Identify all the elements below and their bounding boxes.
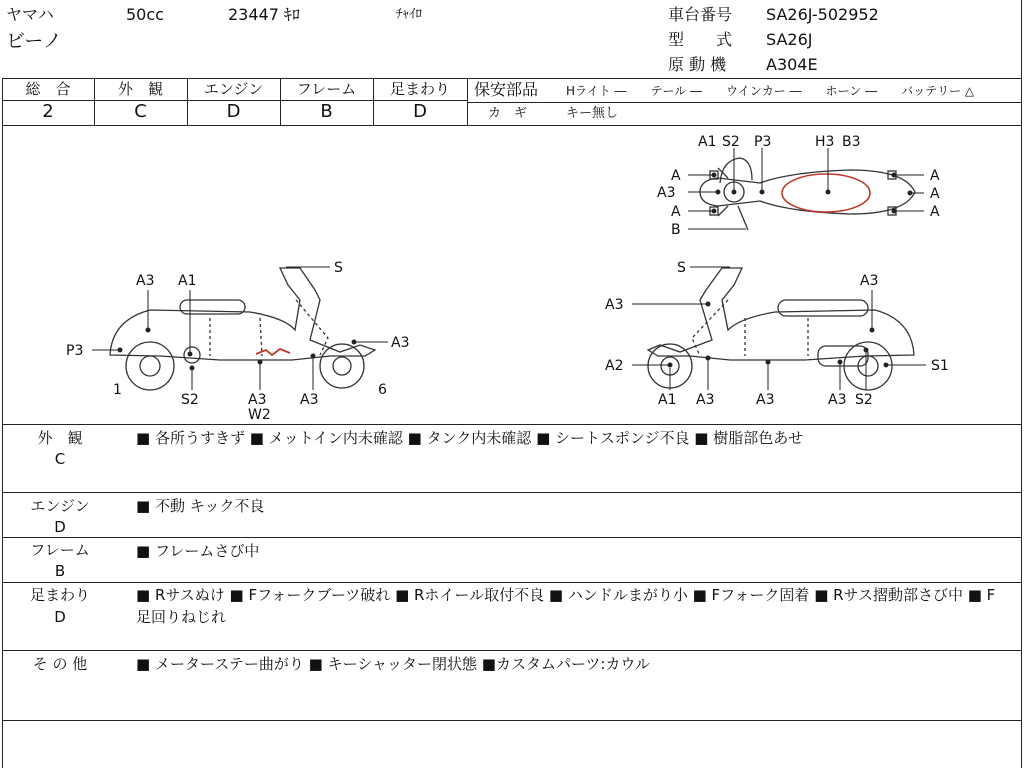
label-a3: A3 (860, 273, 879, 289)
section-label-frame: フレーム (30, 541, 90, 559)
divider (2, 424, 1022, 425)
label-p3: P3 (754, 134, 772, 150)
divider (2, 650, 1022, 651)
section-text-frame: ■ フレームさび中 (136, 542, 260, 560)
grade-value-frame: B (320, 101, 333, 122)
label-s2: S2 (181, 392, 199, 408)
grade-label-suspension: 足まわり (389, 80, 450, 98)
label-1: 1 (113, 382, 122, 398)
key-label: カ ギ (488, 106, 528, 121)
label-b3: B3 (842, 134, 861, 150)
label-a3: A3 (756, 392, 775, 408)
divider (468, 102, 1022, 103)
divider (2, 78, 1022, 79)
model-name: ビーノ (6, 30, 62, 52)
safety-title: 保安部品 (474, 80, 539, 99)
label-a2: A2 (605, 358, 624, 374)
type-label: 型 式 (668, 30, 733, 49)
section-grade-engine: D (54, 518, 66, 536)
divider (2, 582, 1022, 583)
label-a: A (930, 204, 940, 220)
displacement: 50cc (126, 5, 164, 24)
grade-value-suspension: D (413, 101, 427, 122)
label-h3: H3 (815, 134, 835, 150)
frame-no-label: 車台番号 (668, 5, 733, 24)
type-value: SA26J (766, 30, 813, 49)
label-a3: A3 (657, 185, 676, 201)
divider (2, 492, 1022, 493)
divider (2, 537, 1022, 538)
label-s2: S2 (722, 134, 740, 150)
label-a3: A3 (391, 335, 410, 351)
label-a1: A1 (178, 273, 197, 289)
label-a3: A3 (696, 392, 715, 408)
label-a: A (671, 204, 681, 220)
divider (2, 720, 1022, 721)
section-grade-frame: B (54, 562, 66, 580)
label-a3: A3 (605, 297, 624, 313)
engine-label: 原 動 機 (668, 55, 727, 74)
grade-label-overall: 総 合 (25, 80, 71, 98)
label-a1: A1 (698, 134, 717, 150)
label-s: S (334, 260, 343, 276)
grade-label-exterior: 外 観 (117, 80, 163, 98)
label-a: A (930, 168, 940, 184)
label-b: B (671, 222, 681, 238)
section-grade-suspension: D (54, 608, 66, 626)
label-a3: A3 (248, 392, 267, 408)
frame-no: SA26J-502952 (766, 5, 879, 24)
section-label-exterior: 外 観 (37, 429, 83, 447)
safety-items: Hライト ― テール ― ウインカー ― ホーン ― バッテリー △ (566, 84, 975, 98)
grade-value-engine: D (226, 101, 241, 122)
label-s1: S1 (931, 358, 949, 374)
label-p3: P3 (66, 343, 84, 359)
grade-label-engine: エンジン (203, 80, 264, 98)
label-a3: A3 (300, 392, 319, 408)
grade-label-frame: フレーム (296, 80, 357, 98)
section-grade-exterior: C (54, 450, 66, 468)
mileage: 23447 ｷﾛ (228, 5, 300, 24)
key-value: キー無し (566, 106, 619, 121)
section-text-other: ■ メーターステー曲がり ■ キーシャッター閉状態 ■カスタムパーツ:カウル (136, 655, 650, 673)
section-label-engine: エンジン (30, 497, 90, 515)
scooter-diagram (0, 126, 1024, 424)
label-a3: A3 (828, 392, 847, 408)
section-label-suspension: 足まわり (29, 586, 90, 604)
label-s2: S2 (855, 392, 873, 408)
grade-value-overall: 2 (42, 101, 54, 122)
engine-value: A304E (766, 55, 818, 74)
section-text-engine: ■ 不動 キック不良 (136, 497, 265, 515)
label-6: 6 (378, 382, 387, 398)
label-a: A (930, 186, 940, 202)
maker: ヤマハ (6, 5, 54, 24)
grade-value-exterior: C (134, 101, 147, 122)
label-w2: W2 (248, 407, 271, 423)
color: ﾁｬｲﾛ (396, 7, 422, 22)
section-label-other: そ の 他 (32, 655, 88, 673)
section-text-suspension: ■ Rサスぬけ ■ Fフォークブーツ破れ ■ Rホイール取付不良 ■ ハンドルまがり小 ■ Fフォーク固着 ■ Rサス摺動部さび中 ■ F足回りねじれ (136, 586, 996, 626)
section-text-exterior: ■ 各所うすきず ■ メットイン内未確認 ■ タンク内未確認 ■ シートスポンジ不良 ■ 樹脂部色あせ (136, 429, 804, 447)
label-a: A (671, 168, 681, 184)
label-a3: A3 (136, 273, 155, 289)
divider (467, 78, 468, 125)
label-a1: A1 (658, 392, 677, 408)
label-s: S (677, 260, 686, 276)
